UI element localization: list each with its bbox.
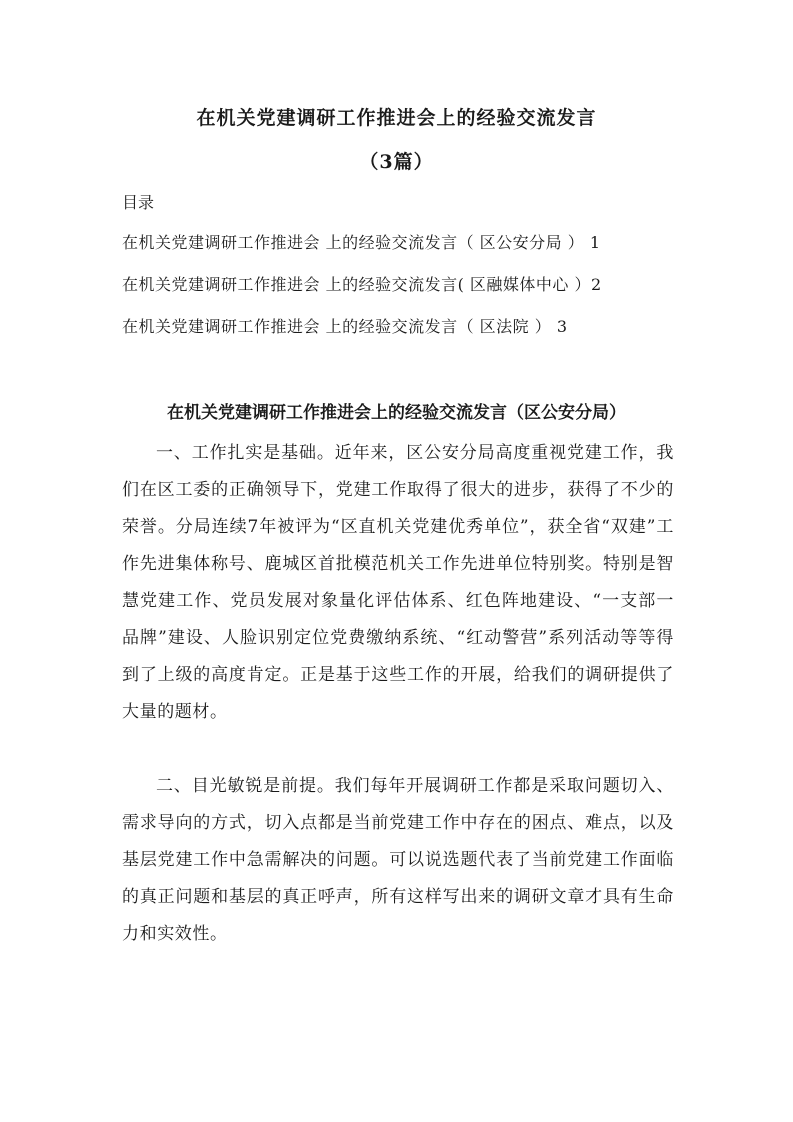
document-title: 在机关党建调研工作推进会上的经验交流发言 [196, 107, 597, 129]
body-paragraph: 二、目光敏锐是前提。我们每年开展调研工作都是采取问题切入、需求导向的方式，切入点都是当前党建工作中存在的困点、难点，以及基层党建工作中急需解决的问题。可以说选题代表了当前党建工作面临的真正问题和基层的真正呼声，所有这样写出来的调研文章才具有生命力和实效性。 [122, 776, 674, 944]
toc-heading: 目录 [122, 193, 155, 212]
toc-item: 在机关党建调研工作推进会 上的经验交流发言（ 区公安分局 ） 1 [122, 233, 601, 252]
toc-item: 在机关党建调研工作推进会 上的经验交流发言（ 区法院 ） 3 [122, 317, 568, 336]
document-title-count: （3篇） [359, 151, 434, 173]
body-paragraph: 一、工作扎实是基础。近年来，区公安分局高度重视党建工作，我们在区工委的正确领导下，党建工作取得了很大的进步，获得了不少的荣誉。分局连续7年被评为“区直机关党建优秀单位”，获全省“双建”工作先进集体称号、鹿城区首批模范机关工作先进单位特别奖。特别是智慧党建工作、党员发展对象量化评估体系、红色阵地建设、“一支部一品牌”建设、人脸识别定位党费缴纳系统、“红动警营”系列活动等等得到了上级的高度肯定。正是基于这些工作的开展，给我们的调研提供了大量的题材。 [122, 443, 674, 722]
toc-item: 在机关党建调研工作推进会 上的经验交流发言( 区融媒体中心 ）2 [122, 275, 602, 294]
table-of-contents [122, 232, 682, 358]
section-title: 在机关党建调研工作推进会上的经验交流发言（区公安分局） [167, 403, 626, 423]
